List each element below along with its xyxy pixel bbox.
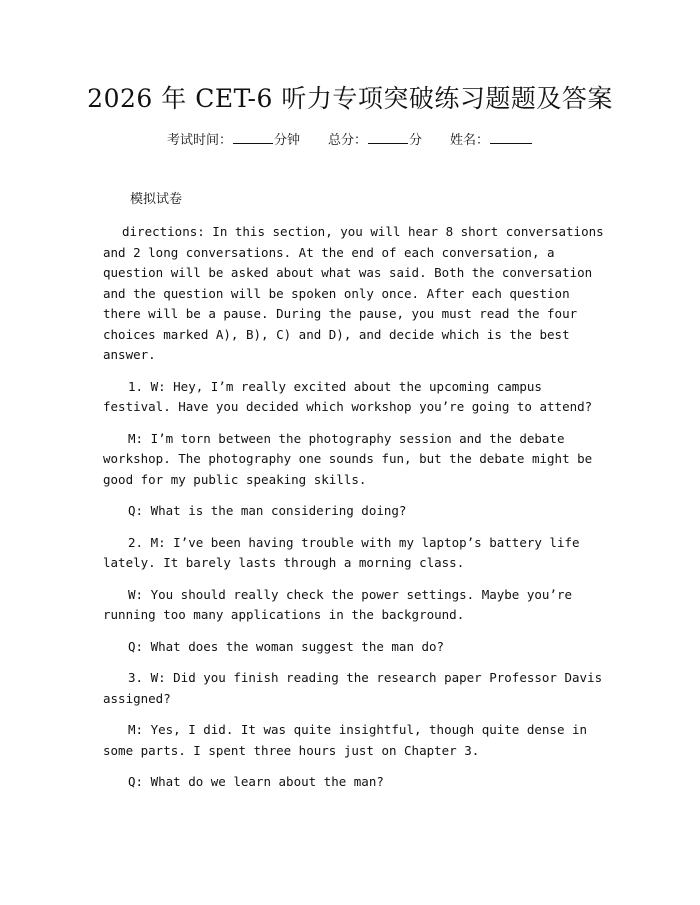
time-label: 考试时间： [166, 133, 232, 148]
name-blank [490, 130, 532, 144]
question-line: Q: What does the woman suggest the man do? [128, 638, 445, 654]
conversation-line: M: Yes, I did. It was quite insightful, though quite dense in some parts. I spent three hours just on Chapter 3. [103, 722, 588, 758]
page-title: 2026 年 CET-6 听力专项突破练习题题及答案 [87, 84, 613, 113]
score-blank [368, 130, 408, 144]
conversation-line: 1. W: Hey, I’m really excited about the upcoming campus festival. Have you decided which workshop you’re going to attend? [103, 378, 593, 414]
question-content [103, 222, 608, 804]
conversation-line: 2. M: I’ve been having trouble with my laptop’s battery life lately. It barely lasts through a morning class. [103, 534, 580, 570]
question-line: Q: What do we learn about the man? [128, 774, 384, 789]
section-label: 模拟试卷 [130, 192, 183, 207]
conversation-line: 3. W: Did you finish reading the research paper Professor Davis assigned? [103, 670, 603, 706]
exam-info-line [0, 130, 700, 151]
name-label: 姓名： [450, 133, 490, 148]
score-unit: 分 [409, 133, 423, 148]
conversation-line: M: I’m torn between the photography session and the debate workshop. The photography one sounds fun, but the debate might be good for my public speaking skills. [103, 430, 593, 487]
question-line: Q: What is the man considering doing? [128, 503, 407, 518]
time-unit: 分钟 [273, 133, 300, 148]
time-blank [233, 130, 273, 144]
directions-paragraph: directions: In this section, you will hear 8 short conversations and 2 long conversations. At the end of each conversation, a question will be asked about what was said. Both the conversation and the question will be spoken only once. After each question there will be a pause. During the pause, you must read the four choices marked A), B), C) and D), and decide which is the best answer. [103, 224, 604, 362]
conversation-line: W: You should really check the power settings. Maybe you’re running too many applications in the background. [103, 586, 573, 622]
score-label: 总分： [327, 133, 367, 148]
